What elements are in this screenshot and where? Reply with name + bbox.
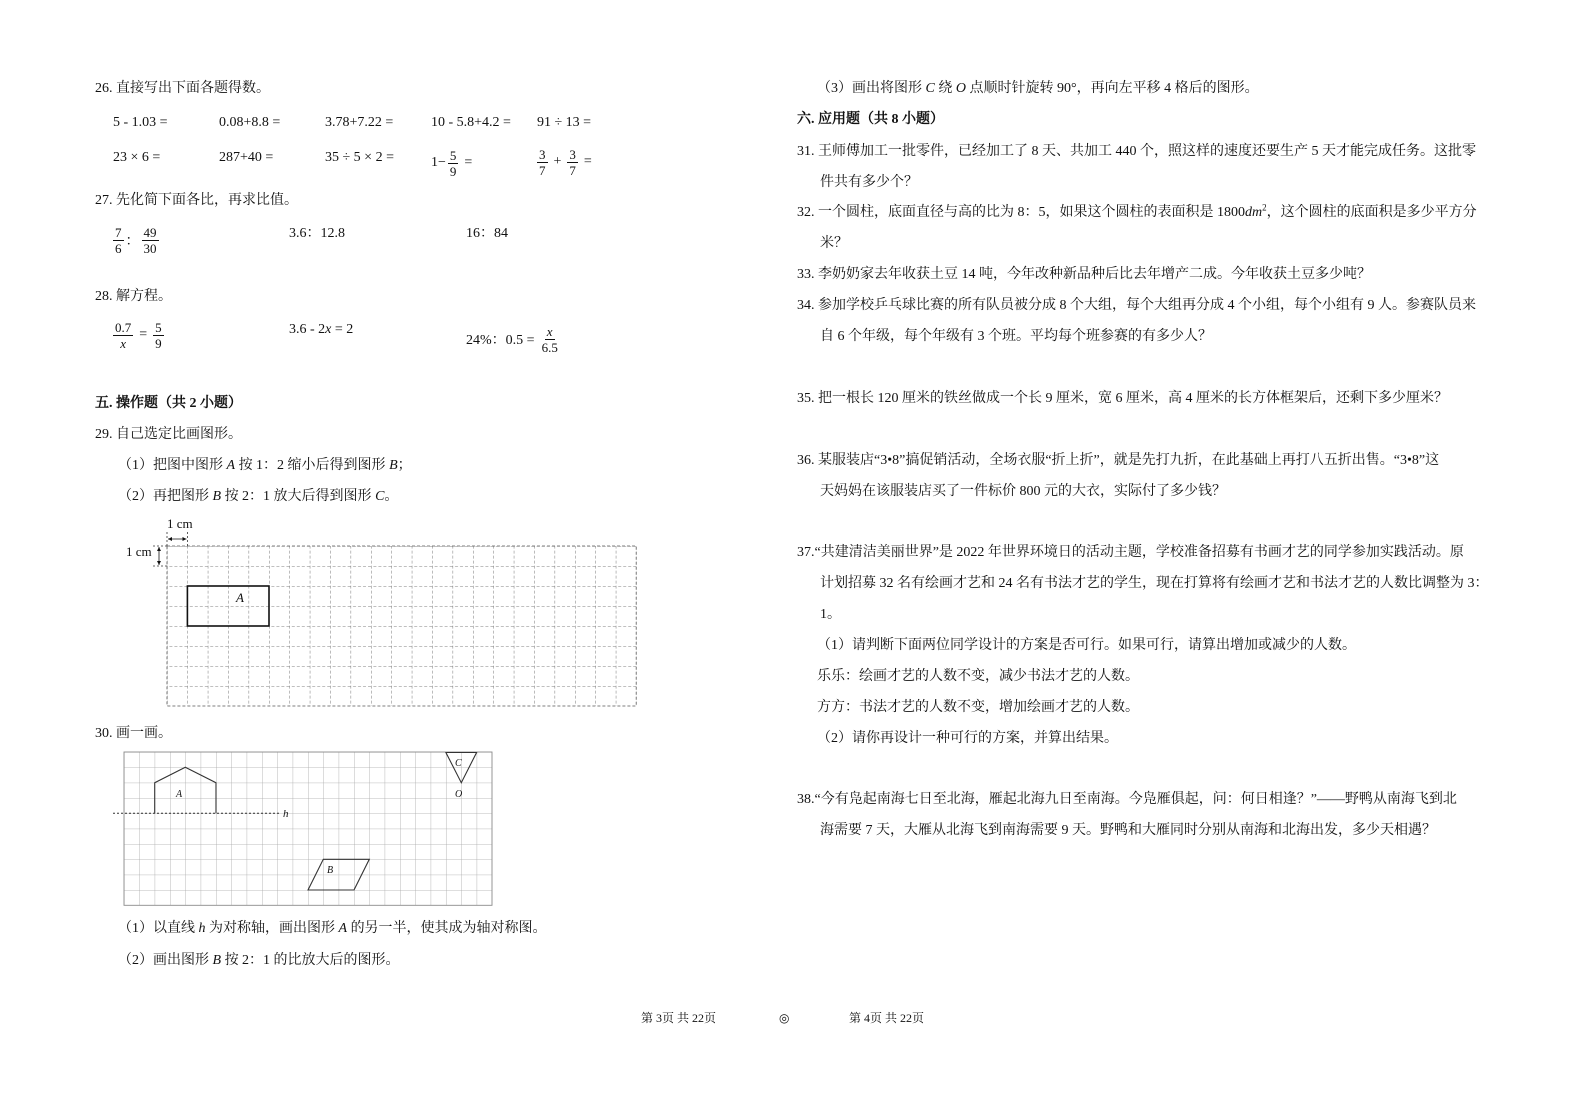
q35-line-1: 35. 把一根长 120 厘米的铁丝做成一个长 9 厘米，宽 6 厘米，高 4 厘米的长方体框架后，还剩下多少厘米？: [797, 391, 1448, 406]
figure-name: B: [212, 953, 222, 968]
denominator: x: [120, 335, 127, 351]
solid-grid: [124, 752, 492, 905]
denominator: 7: [539, 162, 546, 178]
drawing-grid-q30: [113, 752, 492, 905]
q26-expr: 91 ÷ 13 =: [537, 115, 592, 130]
text: ；: [397, 458, 412, 473]
unit-marker-top: [167, 516, 193, 546]
text: （1）以直线: [118, 921, 199, 936]
unit-label-left: 1 cm: [126, 544, 152, 559]
denominator: 6.5: [541, 339, 558, 355]
q26-expr: 0.08+8.8 =: [219, 115, 281, 130]
plus-sign: +: [553, 154, 562, 169]
q32-line-2: 米？: [820, 236, 848, 251]
q27-title: 27. 先化简下面各比，再求比值。: [95, 193, 298, 208]
denominator: 6: [115, 240, 122, 256]
q37-line-1: 37.“共建清洁美丽世界”是 2022 年世界环境日的活动主题，学校准备招募有书画才艺的同学参加实践活动。原: [797, 545, 1464, 560]
q37-line-3: 1。: [820, 607, 841, 622]
rectangle-a-label: A: [236, 590, 244, 605]
variable-x: x: [325, 322, 332, 337]
text: 按 2：1 的比放大后的图形。: [221, 953, 400, 968]
page-number-right: 第 4页 共 22页: [849, 1011, 925, 1025]
q33-line-1: 33. 李奶奶家去年收获土豆 14 吨，今年改种新品种后比去年增产二成。今年收获土豆多少吨？: [797, 267, 1371, 282]
q30-part-2: [118, 952, 400, 970]
section-5-heading: 五. 操作题（共 2 小题）: [95, 396, 242, 411]
text: 为对称轴，画出图形: [205, 921, 339, 936]
fraction: [142, 225, 159, 256]
q29-title: 29. 自己选定比画图形。: [95, 427, 242, 442]
equals-sign: =: [139, 327, 148, 342]
figure-name: B: [212, 489, 222, 504]
triangle-c-label: C: [455, 758, 462, 769]
q27-ratio-fractions: [111, 223, 161, 257]
text: 按 1：2 缩小后得到图形: [235, 458, 390, 473]
q34-line-2: 自 6 个年级，每个年级有 3 个班。平均每个班参赛的有多少人？: [820, 329, 1212, 344]
fraction: [540, 324, 560, 355]
text: （1）把图中图形: [118, 458, 227, 473]
q26-title: 26. 直接写出下面各题得数。: [95, 81, 270, 96]
q36-line-1: 36. 某服装店“3•8”搞促销活动，全场衣服“折上折”，就是先打九折，在此基础上再打八五折出售。“3•8”这: [797, 453, 1440, 468]
figure-name: B: [389, 458, 398, 473]
unit-exponent: 2: [1262, 202, 1267, 213]
text: 绕: [934, 81, 956, 96]
equals-sign: =: [583, 154, 592, 169]
figure-name: C: [375, 489, 385, 504]
q26-expr: 3.78+7.22 =: [325, 115, 394, 130]
q26-expr-fraction-minus: [431, 146, 476, 180]
text: （3）画出将图形: [817, 81, 926, 96]
q37-fangfang-plan: 方方：书法才艺的人数不变，增加绘画才艺的人数。: [817, 700, 1139, 715]
denominator: 7: [569, 162, 576, 178]
q27-ratio: 3.6：12.8: [289, 226, 345, 241]
figure-name: A: [226, 458, 236, 473]
text: 按 2：1 放大后得到图形: [221, 489, 376, 504]
numerator: x: [546, 323, 553, 339]
q26-expr: 23 × 6 =: [113, 150, 161, 165]
text: ，这个圆柱的底面积是多少平方分: [1266, 205, 1477, 220]
q28-equation-3: [466, 322, 562, 356]
q30-part-3: [817, 80, 1259, 98]
text: 点顺时针旋转 90°，再向左平移 4 格后的图形。: [965, 81, 1259, 96]
fraction: [113, 320, 133, 351]
scale-grid-q29: [126, 516, 636, 706]
figure-name: C: [925, 81, 935, 96]
figure-name: A: [338, 921, 348, 936]
q26-expr: 287+40 =: [219, 150, 274, 165]
q31-line-1: 31. 王师傅加工一批零件，已经加工了 8 天、共加工 440 个，照这样的速度还要生产 5 天才能完成任务。这批零: [797, 144, 1476, 159]
text: （2）再把图形: [118, 489, 213, 504]
numerator: 5: [449, 147, 457, 163]
numerator: 0.7: [115, 319, 132, 335]
figure-a-label: A: [176, 789, 183, 800]
q38-line-1: 38.“今有凫起南海七日至北海，雁起北海九日至南海。今凫雁俱起，问：何日相逢？”——野鸭从南海飞到北: [797, 792, 1457, 807]
numerator: 7: [115, 224, 122, 240]
point-name: O: [955, 81, 966, 96]
unit: dm: [1245, 205, 1263, 220]
denominator: 30: [143, 240, 157, 256]
q30-title: 30. 画一画。: [95, 726, 172, 741]
numerator: 5: [155, 319, 162, 335]
q31-line-2: 件共有多少个？: [820, 175, 918, 190]
text: 。: [384, 489, 399, 504]
denominator: 9: [449, 163, 457, 179]
q28-equation-2: [289, 321, 353, 339]
q28-title: 28. 解方程。: [95, 289, 172, 304]
q37-sub-1: （1）请判断下面两位同学设计的方案是否可行。如果可行，请算出增加或减少的人数。: [817, 638, 1356, 653]
point-o-label: O: [455, 789, 463, 800]
q32-line-1: [797, 204, 1477, 222]
equals-sign: =: [464, 155, 473, 170]
numerator: 3: [539, 146, 546, 162]
q26-expr: 5 - 1.03 =: [113, 115, 168, 130]
numerator: 3: [569, 146, 576, 162]
text: 的另一半，使其成为轴对称图。: [347, 921, 547, 936]
page-number-left: 第 3页 共 22页: [641, 1011, 717, 1025]
text: 32. 一个圆柱，底面直径与高的比为 8：5，如果这个圆柱的表面积是 1800: [797, 205, 1245, 220]
q29-part-2: [118, 488, 398, 506]
expr-prefix: 1−: [431, 155, 446, 170]
q29-part-1: [118, 457, 412, 475]
fraction: [448, 148, 459, 179]
center-mark: ◎: [779, 1011, 790, 1025]
denominator: 9: [155, 335, 162, 351]
eq-left: 3.6 - 2: [289, 322, 326, 337]
q38-line-2: 海需要 7 天，大雁从北海飞到南海需要 9 天。野鸭和大雁同时分别从南海和北海出发，多少天相遇？: [820, 823, 1436, 838]
q26-expr: 35 ÷ 5 × 2 =: [325, 150, 394, 165]
text: （2）画出图形: [118, 953, 213, 968]
unit-label-top: 1 cm: [167, 516, 193, 531]
unit-marker-left: [126, 544, 167, 566]
eq-left: 24%：0.5 =: [466, 333, 535, 348]
axis-name: h: [198, 921, 206, 936]
fraction: [153, 320, 164, 351]
eq-right: = 2: [331, 322, 354, 337]
q26-expr-fraction-sum: [535, 145, 596, 179]
fraction: [113, 225, 124, 256]
q28-equation-1: [111, 318, 166, 352]
q37-lele-plan: 乐乐：绘画才艺的人数不变，减少书法才艺的人数。: [817, 669, 1139, 684]
parallelogram-b-label: B: [327, 865, 334, 876]
fraction: [567, 147, 578, 178]
q26-expr: 10 - 5.8+4.2 =: [431, 115, 511, 130]
q37-sub-2: （2）请你再设计一种可行的方案，并算出结果。: [817, 731, 1118, 746]
axis-label-h: h: [283, 808, 289, 820]
q34-line-1: 34. 参加学校乒乓球比赛的所有队员被分成 8 个大组，每个大组再分成 4 个小组，每个小组有 9 人。参赛队员来: [797, 298, 1476, 313]
q37-line-2: 计划招募 32 名有绘画才艺和 24 名有书法才艺的学生，现在打算将有绘画才艺和书法才艺的人数比调整为 3：: [820, 576, 1489, 591]
q36-line-2: 天妈妈在该服装店买了一件标价 800 元的大衣，实际付了多少钱？: [820, 484, 1226, 499]
q30-part-1: [118, 920, 547, 938]
section-6-heading: 六. 应用题（共 8 小题）: [797, 112, 944, 127]
numerator: 49: [143, 224, 157, 240]
ratio-sign: ：: [125, 234, 140, 249]
fraction: [537, 147, 548, 178]
q27-ratio: 16：84: [466, 226, 508, 241]
